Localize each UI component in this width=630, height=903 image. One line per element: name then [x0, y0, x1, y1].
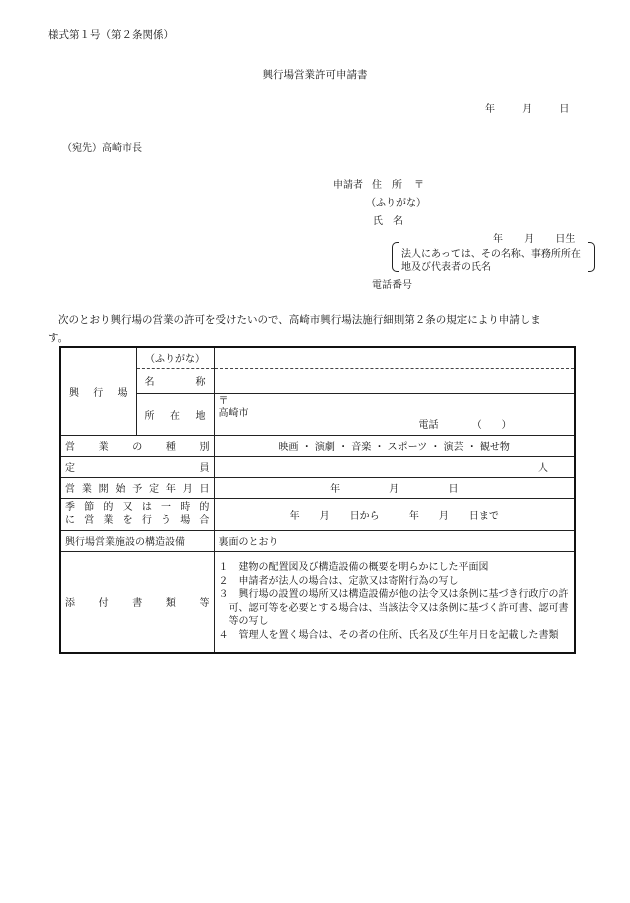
business-type-label-cell — [60, 435, 214, 456]
business-types[interactable]: 映画 ・ 演劇 ・ 音楽 ・ スポーツ ・ 演芸 ・ 観せ物 — [214, 435, 575, 456]
location-phone-paren: （ ） — [471, 419, 512, 431]
date-month: 月 — [522, 104, 533, 115]
applicant-furigana: （ふりがな） — [366, 198, 426, 209]
address-postal-mark: 〒 — [414, 180, 424, 191]
seasonal-label-line1: 季 節 的 又 は 一 時 的 — [65, 502, 210, 513]
left-bracket — [392, 242, 399, 272]
capacity-label-cell — [60, 456, 214, 477]
corp-note-line2: 地及び代表者の氏名 — [401, 262, 491, 273]
capacity-label: 定 員 — [65, 463, 210, 474]
seasonal-from: 年 月 日から — [289, 510, 380, 522]
attachments-label-cell — [60, 551, 214, 653]
seasonal-to: 年 月 日まで — [408, 510, 499, 522]
furigana-input[interactable] — [214, 347, 575, 368]
name-label-cell — [136, 368, 214, 393]
location-city: 高崎市 — [218, 407, 249, 419]
address-label: 住 所 — [372, 180, 402, 191]
phone-label: 電話番号 — [372, 280, 412, 291]
capacity-unit: 人 — [538, 463, 548, 474]
birth-month: 月 — [524, 234, 535, 245]
seasonal-label-line2: に 営 業 を 行 う 場 合 — [65, 515, 210, 526]
seasonal-input[interactable] — [214, 498, 575, 530]
structure-value: 裏面のとおり — [214, 530, 575, 551]
venue-name-label: 名 称 — [144, 377, 206, 388]
start-date-label: 営 業 開 始 予 定 年 月 日 — [65, 484, 210, 495]
table-row — [60, 435, 575, 456]
venue-name-input[interactable] — [214, 368, 575, 393]
seasonal-label-cell — [60, 498, 214, 530]
capacity-input[interactable] — [214, 456, 575, 477]
venue-label-cell — [60, 347, 136, 435]
location-phone-label: 電話 — [418, 419, 439, 431]
table-row — [60, 393, 575, 435]
name-label: 氏 名 — [373, 216, 403, 227]
table-row — [60, 456, 575, 477]
start-date-input[interactable] — [214, 477, 575, 498]
date-day: 日 — [559, 104, 570, 115]
attachment-item: １ 建物の配置図及び構造設備の概要を明らかにした平面図 — [218, 562, 489, 574]
corp-note-line1: 法人にあっては、その名称、事務所所在 — [401, 249, 581, 260]
attachment-item: ３ 興行場の設置の場所又は構造設備が他の法令又は条例に基づき行政庁の許可、認可等を必要とする場合は、当該法令又は条例に基づく許可書、認可書等の写し — [218, 589, 569, 628]
applicant-label: 申請者 — [333, 180, 363, 191]
right-bracket — [588, 242, 595, 272]
attachment-item: ２ 申請者が法人の場合は、定款又は寄附行為の写し — [218, 575, 459, 587]
business-type-label: 営 業 の 種 別 — [65, 442, 210, 453]
location-postal-mark: 〒 — [218, 395, 229, 407]
start-month: 月 — [389, 484, 400, 495]
start-date-label-cell — [60, 477, 214, 498]
location-input[interactable] — [214, 393, 575, 435]
table-row — [60, 347, 575, 368]
start-day: 日 — [448, 484, 459, 495]
date-year: 年 — [485, 104, 495, 115]
location-phone — [219, 420, 571, 432]
birth-day: 日生 — [555, 234, 576, 245]
intro-line2: す。 — [48, 332, 69, 344]
structure-label: 興行場営業施設の構造設備 — [60, 530, 214, 551]
venue-label: 興 行 場 — [69, 387, 128, 399]
date-line — [485, 100, 569, 115]
table-row — [60, 551, 575, 653]
attachment-item: ４ 管理人を置く場合は、その者の住所、氏名及び生年月日を記載した書類 — [218, 629, 559, 641]
intro-line1: 次のとおり興行場の営業の許可を受けたいので、高崎市興行場法施行細則第２条の規定により申請しま — [58, 314, 541, 326]
table-row — [60, 368, 575, 393]
form-number: 様式第１号（第２条関係） — [48, 29, 174, 41]
attachments-label: 添 付 書 類 等 — [65, 598, 210, 610]
furigana-label: （ふりがな） — [136, 347, 214, 368]
birth-date — [493, 230, 575, 245]
table-row — [60, 530, 575, 551]
start-year: 年 — [330, 484, 341, 495]
page-title: 興行場営業許可申請書 — [262, 69, 368, 81]
location-label-cell — [136, 393, 214, 435]
application-table — [59, 346, 576, 654]
table-row — [60, 498, 575, 530]
birth-year: 年 — [493, 234, 503, 245]
attachments-list — [219, 561, 571, 642]
attachments-cell — [214, 551, 575, 653]
location-label: 所 在 地 — [144, 410, 206, 422]
addressee: （宛先）高崎市長 — [62, 143, 142, 154]
table-row — [60, 477, 575, 498]
